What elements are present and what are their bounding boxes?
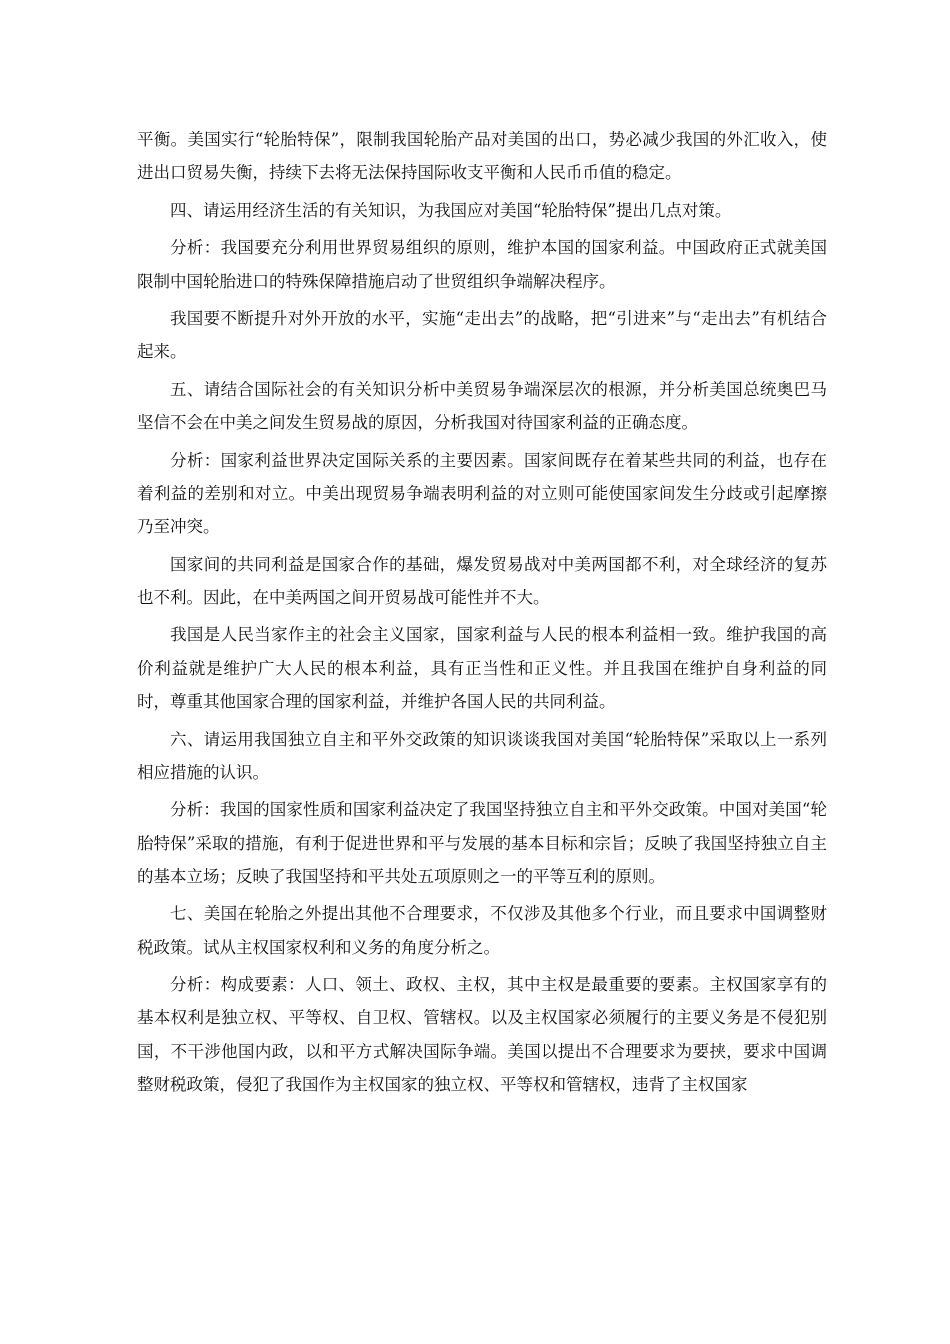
document-body [137,123,827,1101]
paragraph: 国家间的共同利益是国家合作的基础，爆发贸易战对中美两国都不利，对全球经济的复苏也不利。因此，在中美两国之间开贸易战可能性并不大。 [137,554,827,607]
paragraph: 四、请运用经济生活的有关知识，为我国应对美国“轮胎特保”提出几点对策。 [170,200,732,220]
paragraph: 六、请运用我国独立自主和平外交政策的知识谈谈我国对美国“轮胎特保”采取以上一系列相应措施的认识。 [137,729,827,782]
paragraph: 我国是人民当家作主的社会主义国家，国家利益与人民的根本利益相一致。维护我国的高价利益就是维护广大人民的根本利益，具有正当性和正义性。并且我国在维护自身利益的同时，尊重其他国家合理的国家利益，并维护各国人民的共同利益。 [137,625,827,712]
paragraph: 分析：我国要充分利用世界贸易组织的原则，维护本国的国家利益。中国政府正式就美国限制中国轮胎进口的特殊保障措施启动了世贸组织争端解决程序。 [137,238,827,291]
paragraph: 分析：国家利益世界决定国际关系的主要因素。国家间既存在着某些共同的利益，也存在着利益的差别和对立。中美出现贸易争端表明利益的对立则可能使国家间发生分歧或引起摩擦乃至冲突。 [137,450,827,537]
paragraph: 平衡。美国实行“轮胎特保”，限制我国轮胎产品对美国的出口，势必减少我国的外汇收入，使进出口贸易失衡，持续下去将无法保持国际收支平衡和人民币币值的稳定。 [137,130,827,183]
paragraph: 分析：我国的国家性质和国家利益决定了我国坚持独立自主和平外交政策。中国对美国“轮胎特保”采取的措施，有利于促进世界和平与发展的基本目标和宗旨；反映了我国坚持独立自主的基本立场；反映了我国坚持和平共处五项原则之一的平等互利的原则。 [137,800,827,886]
paragraph: 分析：构成要素：人口、领土、政权、主权，其中主权是最重要的要素。主权国家享有的基本权利是独立权、平等权、自卫权、管辖权。以及主权国家必须履行的主要义务是不侵犯别国，不干涉他国内政，以和平方式解决国际争端。美国以提出不合理要求为要挟，要求中国调整财税政策，侵犯了我国作为主权国家的独立权、平等权和管辖权，违背了主权国家 [137,975,827,1095]
paragraph: 我国要不断提升对外开放的水平，实施“走出去”的战略，把“引进来”与“走出去”有机结合起来。 [137,309,827,362]
paragraph: 七、美国在轮胎之外提出其他不合理要求，不仅涉及其他多个行业，而且要求中国调整财税政策。试从主权国家权利和义务的角度分析之。 [137,904,827,957]
paragraph: 五、请结合国际社会的有关知识分析中美贸易争端深层次的根源，并分析美国总统奥巴马坚信不会在中美之间发生贸易战的原因，分析我国对待国家利益的正确态度。 [137,379,827,433]
